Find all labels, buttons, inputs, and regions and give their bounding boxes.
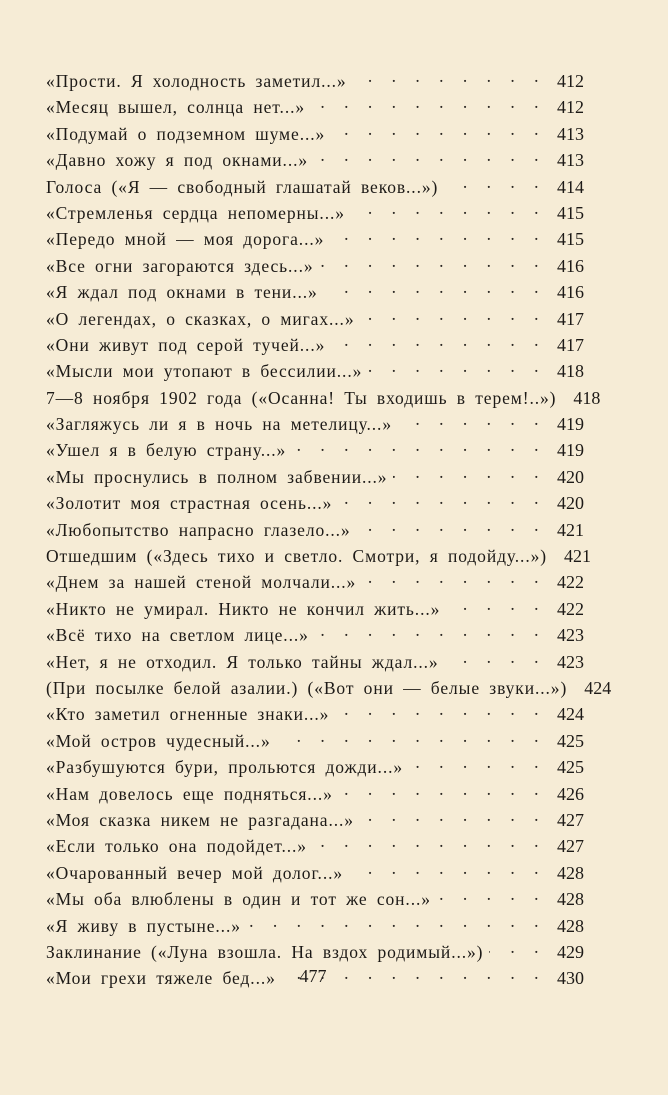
toc-entry-page: 417 — [557, 308, 584, 329]
toc-entry-page: 418 — [573, 387, 601, 408]
toc-entry-page: 424 — [557, 704, 584, 725]
toc-entry-page: 412 — [557, 71, 584, 91]
toc-entry-page: 416 — [557, 255, 584, 276]
toc-entry — [46, 145, 584, 171]
toc-entry-page: 422 — [557, 572, 584, 593]
dot-leader — [315, 620, 546, 641]
toc-entry-page: 426 — [557, 783, 584, 804]
toc-entry — [46, 330, 584, 356]
toc-entry — [46, 831, 584, 857]
toc-entry-title: «Стремленья сердца непомерны...» — [46, 202, 345, 223]
toc-entry — [46, 277, 584, 303]
toc-entry-page: 427 — [557, 809, 584, 830]
toc-entry — [46, 119, 584, 145]
dot-leader — [360, 805, 546, 826]
toc-entry-title: «Давно хожу я под окнами...» — [46, 150, 309, 171]
toc-entry-page: 430 — [557, 968, 584, 989]
toc-entry-title: «Моя сказка никем не разгадана...» — [46, 809, 354, 830]
page-number: 477 — [299, 966, 327, 986]
toc-entry-title: Заклинание («Луна взошла. На вздох родимый...») — [46, 941, 484, 962]
toc-entry-title: «Очарованный вечер мой долог...» — [46, 862, 344, 883]
toc-entry — [46, 673, 612, 699]
dot-leader — [330, 224, 546, 245]
dot-leader — [331, 330, 546, 351]
toc-entry-title: «Передо мной — моя дорога...» — [46, 229, 325, 250]
toc-entry-page: 419 — [557, 440, 584, 461]
dot-leader — [277, 726, 546, 747]
dot-leader — [353, 66, 546, 87]
toc-entry-title: «Загляжусь ли я в ночь на метелицу...» — [46, 414, 392, 435]
toc-entry-title: «Все огни загораются здесь...» — [46, 255, 314, 276]
toc-entry-page: 414 — [557, 176, 584, 197]
toc-entry — [46, 66, 584, 92]
dot-leader — [357, 515, 546, 536]
dot-leader — [360, 304, 546, 325]
toc-entry-page: 427 — [557, 836, 584, 857]
toc-entry — [46, 805, 584, 831]
toc-entry — [46, 488, 584, 514]
dot-leader — [324, 277, 546, 298]
toc-entry — [46, 383, 601, 409]
dot-leader — [320, 251, 547, 272]
toc-entry-title: «Мой остров чудесный...» — [46, 730, 271, 751]
dot-leader — [247, 911, 546, 932]
toc-entry — [46, 620, 584, 646]
toc-entry — [46, 647, 584, 673]
toc-entry — [46, 224, 584, 250]
toc-entry-title: «Подумай о подземном шуме...» — [46, 123, 326, 144]
toc-entry — [46, 92, 584, 118]
toc-entry-title: Голоса («Я — свободный глашатай веков...») — [46, 176, 439, 197]
toc-entry — [46, 515, 584, 541]
dot-leader — [446, 594, 546, 615]
table-of-contents — [46, 66, 612, 990]
toc-entry-title: «Ушел я в белую страну...» — [46, 440, 287, 461]
toc-entry-title: «Если только она подойдет...» — [46, 836, 307, 857]
toc-entry-title: Отшедшим («Здесь тихо и светло. Смотри, я подойду...») — [46, 546, 547, 567]
dot-leader — [489, 937, 546, 958]
toc-entry-title: «Днем за нашей стеной молчали...» — [46, 572, 357, 593]
toc-entry-page: 425 — [557, 730, 584, 751]
toc-entry — [46, 937, 584, 963]
toc-entry-page: 417 — [557, 334, 584, 355]
dot-leader — [362, 567, 546, 588]
toc-entry-title: «Они живут под серой тучей...» — [46, 334, 326, 355]
toc-entry-title: «Золотит моя страстная осень...» — [46, 493, 333, 514]
dot-leader — [351, 198, 546, 219]
toc-entry — [46, 198, 584, 224]
toc-entry-page: 428 — [557, 889, 584, 910]
toc-entry-page: 415 — [557, 229, 584, 250]
toc-entry — [46, 435, 584, 461]
toc-entry — [46, 409, 584, 435]
dot-leader — [445, 647, 546, 668]
toc-entry-title: «Мысли мои утопают в бессилии...» — [46, 361, 363, 382]
dot-leader — [349, 858, 546, 879]
toc-entry-page: 421 — [557, 519, 584, 540]
dot-leader — [398, 409, 546, 430]
toc-entry — [46, 594, 584, 620]
toc-entry-title: «Разбушуются бури, прольются дожди...» — [46, 757, 404, 778]
toc-entry-page: 420 — [557, 466, 584, 487]
toc-entry — [46, 462, 584, 488]
toc-entry — [46, 251, 584, 277]
toc-entry-title: «Нет, я не отходил. Я только тайны ждал...» — [46, 651, 439, 672]
dot-leader — [444, 172, 546, 193]
toc-entry-title: «Нам довелось еще подняться...» — [46, 783, 333, 804]
dot-leader — [313, 831, 546, 852]
toc-entry-page: 423 — [557, 625, 584, 646]
toc-entry-title: «Прости. Я холодность заметил...» — [46, 71, 347, 91]
toc-entry-page: 418 — [557, 361, 584, 382]
toc-entry — [46, 699, 584, 725]
toc-entry-title: «Мои грехи тяжеле бед...» — [46, 968, 276, 989]
dot-leader — [335, 699, 546, 720]
toc-entry — [46, 779, 584, 805]
toc-entry-title: «Месяц вышел, солнца нет...» — [46, 97, 306, 118]
dot-leader — [368, 356, 546, 377]
toc-entry-page: 421 — [563, 546, 591, 567]
toc-entry — [46, 567, 584, 593]
toc-entry-page: 428 — [557, 915, 584, 936]
dot-leader — [314, 145, 546, 166]
dot-leader — [331, 119, 546, 140]
dot-leader — [292, 435, 546, 456]
toc-entry-title: «О легендах, о сказках, о мигах...» — [46, 308, 355, 329]
toc-entry-page: 419 — [557, 414, 584, 435]
toc-entry-title: «Любопытство напрасно глазело...» — [46, 519, 351, 540]
toc-entry — [46, 858, 584, 884]
toc-entry — [46, 911, 584, 937]
toc-entry — [46, 884, 584, 910]
toc-entry-title: «Никто не умирал. Никто не кончил жить...» — [46, 598, 441, 619]
toc-entry-page: 415 — [557, 202, 584, 223]
toc-entry-page: 420 — [557, 493, 584, 514]
toc-entry-page: 413 — [557, 150, 584, 171]
toc-entry-page: 412 — [557, 97, 584, 118]
dot-leader — [311, 92, 546, 113]
toc-entry-title: 7—8 ноября 1902 года («Осанна! Ты входишь в терем!..») — [46, 387, 557, 408]
toc-entry-page: 425 — [557, 757, 584, 778]
toc-entry-page: 423 — [557, 651, 584, 672]
dot-leader — [393, 462, 546, 483]
toc-entry — [46, 172, 584, 198]
toc-entry — [46, 541, 591, 567]
toc-entry — [46, 752, 584, 778]
toc-entry-title: «Всё тихо на светлом лице...» — [46, 625, 309, 646]
dot-leader — [437, 884, 546, 905]
dot-leader — [339, 779, 546, 800]
dot-leader — [338, 488, 546, 509]
toc-entry-page: 428 — [557, 862, 584, 883]
toc-entry-title: «Я живу в пустыне...» — [46, 915, 241, 936]
toc-entry — [46, 726, 584, 752]
toc-entry-page: 424 — [584, 677, 612, 698]
toc-entry-page: 416 — [557, 282, 584, 303]
toc-entry — [46, 304, 584, 330]
toc-entry-page: 429 — [557, 941, 584, 962]
toc-entry-title: «Мы проснулись в полном забвении...» — [46, 466, 388, 487]
toc-entry — [46, 356, 584, 382]
toc-entry-page: 413 — [557, 123, 584, 144]
toc-entry-page: 422 — [557, 598, 584, 619]
dot-leader — [409, 752, 546, 773]
toc-entry-title: (При посылке белой азалии.) («Вот они — белые звуки...») — [46, 677, 568, 698]
toc-entry-title: «Мы оба влюблены в один и тот же сон...» — [46, 889, 431, 910]
toc-entry-title: «Я ждал под окнами в тени...» — [46, 282, 318, 303]
toc-entry-title: «Кто заметил огненные знаки...» — [46, 704, 330, 725]
